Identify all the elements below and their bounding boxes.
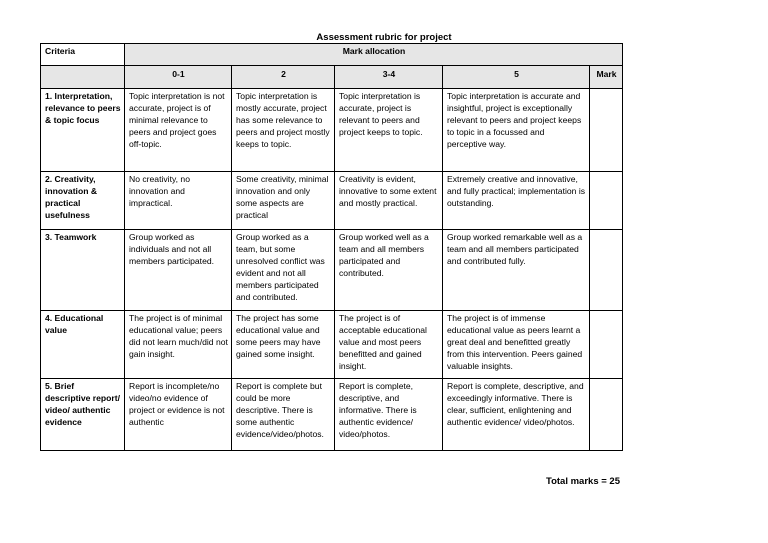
level-header-0-1: 0-1 xyxy=(125,66,232,89)
mark-allocation-header: Mark allocation xyxy=(125,44,623,66)
descriptor-cell: Group worked remarkable well as a team and all members participated and contributed fully. xyxy=(443,230,590,311)
descriptor-cell: No creativity, no innovation and impractical. xyxy=(125,172,232,230)
table-row xyxy=(41,172,623,230)
mark-cell[interactable] xyxy=(590,172,623,230)
criteria-header: Criteria xyxy=(41,44,125,66)
descriptor-cell: Group worked as individuals and not all members participated. xyxy=(125,230,232,311)
table-row xyxy=(41,230,623,311)
descriptor-cell: The project is of immense educational value as peers learnt a great deal and benefitted greatly from this intervention. Peers gained valuable insights. xyxy=(443,311,590,379)
total-marks: Total marks = 25 xyxy=(545,476,620,487)
table-row xyxy=(41,311,623,379)
criterion-cell: 3. Teamwork xyxy=(41,230,125,311)
criterion-cell: 5. Brief descriptive report/ video/ authentic evidence xyxy=(41,379,125,451)
rubric-table xyxy=(40,43,623,451)
descriptor-cell: Group worked as a team, but some unresolved conflict was evident and not all members participated and contributed. xyxy=(232,230,335,311)
level-header-5: 5 xyxy=(443,66,590,89)
header-blank-cell xyxy=(41,66,125,89)
descriptor-cell: Report is complete but could be more descriptive. There is some authentic evidence/video/photos. xyxy=(232,379,335,451)
descriptor-cell: Some creativity, minimal innovation and only some aspects are practical xyxy=(232,172,335,230)
mark-cell[interactable] xyxy=(590,311,623,379)
document-title: Assessment rubric for project xyxy=(316,32,452,43)
descriptor-cell: Topic interpretation is mostly accurate, project has some relevance to peers and project mostly keeps to topic. xyxy=(232,89,335,172)
descriptor-cell: The project is of minimal educational value; peers did not learn much/did not gain insight. xyxy=(125,311,232,379)
criterion-cell: 1. Interpretation, relevance to peers & topic focus xyxy=(41,89,125,172)
table-row xyxy=(41,379,623,451)
table-row xyxy=(41,89,623,172)
descriptor-cell: Report is complete, descriptive, and informative. There is authentic evidence/ video/photos. xyxy=(335,379,443,451)
descriptor-cell: Topic interpretation is accurate and insightful, project is exceptionally relevant to peers and project keeps to topic in a focussed and perceptive way. xyxy=(443,89,590,172)
descriptor-cell: Topic interpretation is not accurate, project is of minimal relevance to peers and project goes off-topic. xyxy=(125,89,232,172)
descriptor-cell: Extremely creative and innovative, and fully practical; implementation is outstanding. xyxy=(443,172,590,230)
descriptor-cell: Group worked well as a team and all members participated and contributed. xyxy=(335,230,443,311)
descriptor-cell: Topic interpretation is accurate, project is relevant to peers and project keeps to topic. xyxy=(335,89,443,172)
header-row-1 xyxy=(41,44,623,66)
mark-header: Mark xyxy=(590,66,623,89)
level-header-3-4: 3-4 xyxy=(335,66,443,89)
mark-cell[interactable] xyxy=(590,230,623,311)
descriptor-cell: The project is of acceptable educational value and most peers benefitted and gained insight. xyxy=(335,311,443,379)
header-row-2 xyxy=(41,66,623,89)
descriptor-cell: Report is incomplete/no video/no evidence of project or evidence is not authentic xyxy=(125,379,232,451)
criterion-cell: 2. Creativity, innovation & practical usefulness xyxy=(41,172,125,230)
level-header-2: 2 xyxy=(232,66,335,89)
criterion-cell: 4. Educational value xyxy=(41,311,125,379)
mark-cell[interactable] xyxy=(590,89,623,172)
mark-cell[interactable] xyxy=(590,379,623,451)
descriptor-cell: The project has some educational value and some peers may have gained some insight. xyxy=(232,311,335,379)
descriptor-cell: Creativity is evident, innovative to some extent and mostly practical. xyxy=(335,172,443,230)
descriptor-cell: Report is complete, descriptive, and exceedingly informative. There is clear, sufficient, enlightening and authentic evidence/ video/photos. xyxy=(443,379,590,451)
